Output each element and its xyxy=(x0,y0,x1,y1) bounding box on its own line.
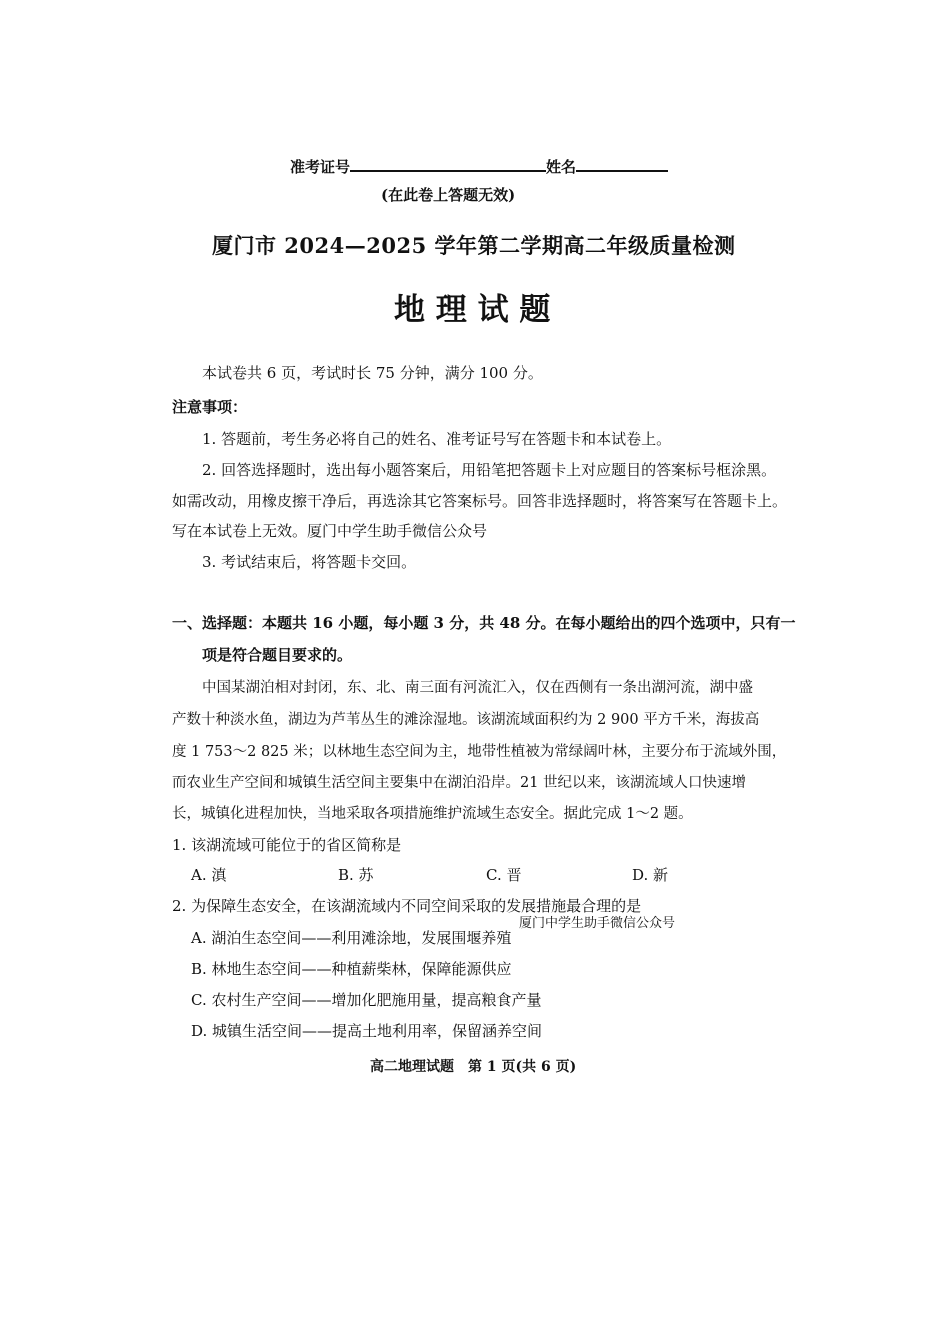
invalid-note: (在此卷上答题无效) xyxy=(381,186,516,204)
q2-option-a: A. 湖泊生态空间——利用滩涂地，发展围堰养殖 xyxy=(191,929,512,947)
passage-line-1: 中国某湖泊相对封闭，东、北、南三面有河流汇入，仅在西侧有一条出湖河流，湖中盛 xyxy=(202,680,753,696)
exam-title: 厦门市 2024—2025 学年第二学期高二年级质量检测 xyxy=(212,233,736,258)
q1-stem: 1. 该湖流域可能位于的省区简称是 xyxy=(172,836,402,854)
notice-item-1: 1. 答题前，考生务必将自己的姓名、准考证号写在答题卡和本试卷上。 xyxy=(202,430,672,448)
q2-option-c: C. 农村生产空间——增加化肥施用量，提高粮食产量 xyxy=(191,991,542,1009)
passage-line-2: 产数十种淡水鱼，湖边为芦苇丛生的滩涂湿地。该湖流域面积约为 2 900 平方千米，海拔高 xyxy=(172,712,760,728)
section-heading-line-1: 一、选择题：本题共 16 小题，每小题 3 分，共 48 分。在每小题给出的四个选项中，只有一 xyxy=(172,614,796,632)
passage-line-3: 度 1 753～2 825 米；以林地生态空间为主，地带性植被为常绿阔叶林，主要分布于流域外围， xyxy=(172,744,787,760)
q2-option-b: B. 林地生态空间——种植薪柴林，保障能源供应 xyxy=(191,960,512,978)
q1-option-d: D. 新 xyxy=(632,866,669,884)
name-label: 姓名 xyxy=(546,158,577,176)
subject-title: 地 理 试 题 xyxy=(394,292,551,328)
name-blank xyxy=(576,156,668,172)
notice-item-2-line-3: 写在本试卷上无效。厦门中学生助手微信公众号 xyxy=(172,522,488,540)
passage-line-5: 长，城镇化进程加快，当地采取各项措施维护流域生态安全。据此完成 1～2 题。 xyxy=(172,806,693,822)
intro-text: 本试卷共 6 页，考试时长 75 分钟，满分 100 分。 xyxy=(202,364,543,382)
q2-option-d: D. 城镇生活空间——提高土地利用率，保留涵养空间 xyxy=(191,1022,543,1040)
q1-option-c: C. 晋 xyxy=(486,866,522,884)
notice-heading: 注意事项： xyxy=(172,398,248,416)
exam-id-blank xyxy=(350,156,546,172)
exam-id-label: 准考证号 xyxy=(290,158,351,176)
notice-item-2-line-1: 2. 回答选择题时，选出每小题答案后，用铅笔把答题卡上对应题目的答案标号框涂黑。 xyxy=(202,461,777,479)
q1-option-b: B. 苏 xyxy=(338,866,374,884)
q2-stem: 2. 为保障生态安全，在该湖流域内不同空间采取的发展措施最合理的是 xyxy=(172,897,642,915)
notice-item-2-line-2: 如需改动，用橡皮擦干净后，再选涂其它答案标号。回答非选择题时，将答案写在答题卡上。 xyxy=(172,492,788,510)
notice-item-3: 3. 考试结束后，将答题卡交回。 xyxy=(202,553,417,571)
passage-line-4: 而农业生产空间和城镇生活空间主要集中在湖泊沿岸。21 世纪以来，该湖流域人口快速增 xyxy=(172,775,747,791)
q1-option-a: A. 滇 xyxy=(191,866,227,884)
watermark-text: 厦门中学生助手微信公众号 xyxy=(519,916,676,931)
exam-id-row xyxy=(290,156,668,177)
page-footer: 高二地理试题 第 1 页(共 6 页) xyxy=(370,1059,577,1075)
section-heading-line-2: 项是符合题目要求的。 xyxy=(202,646,353,664)
